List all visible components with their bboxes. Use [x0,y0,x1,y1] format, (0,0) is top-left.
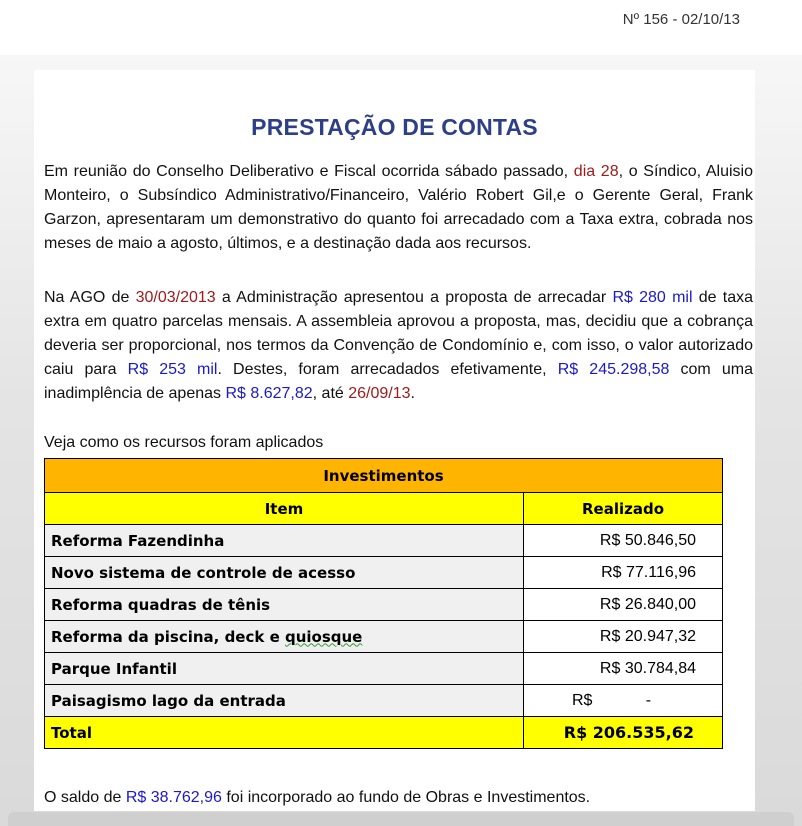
row-item: Reforma Fazendinha [45,525,524,557]
table-row [45,589,723,621]
table-total-row [45,717,723,749]
row-value: R$ 30.784,84 [524,653,723,685]
table-row [45,653,723,685]
p1-text-a: Em reunião do Conselho Deliberativo e Fiscal ocorrida sábado passado, [44,163,574,180]
paragraph-balance [44,789,590,807]
authorized-amount: R$ 253 mil [127,361,218,378]
total-label: Total [45,717,524,749]
p1-text-c: , o Síndico, Aluisio Monteiro, o Subsíndico Administrativo/Financeiro, Valério Robert Gil,e o Gerente Geral, Frank Garzon, apresentaram um demonstrativo do quanto foi arrecadado com a Taxa extra, cobrada nos meses de maio a agosto, últimos, e a destinação dada aos recursos. [44,163,754,252]
bottom-bar [8,812,794,826]
p2-text-a: Na AGO de [44,289,136,306]
table-row [45,557,723,589]
meeting-date: dia 28 [573,163,619,180]
row-value: R$ 20.947,32 [524,621,723,653]
p2-text-k: , até [312,385,349,402]
table-row [45,525,723,557]
table-caption-row [45,459,723,493]
table-caption: Investimentos [45,459,723,493]
collected-amount: R$ 245.298,58 [557,361,670,378]
page-title: PRESTAÇÃO DE CONTAS [251,114,538,140]
p2-text-i: com uma inadimplência de apenas [44,361,753,402]
row-value: R$ 26.840,00 [524,589,723,621]
proposed-amount: R$ 280 mil [612,289,693,306]
issue-number: Nº 156 - 02/10/13 [622,11,740,28]
row-value: R$ - [524,685,723,717]
row-item: Reforma quadras de tênis [45,589,524,621]
row-item: Paisagismo lago da entrada [45,685,524,717]
table-header-row [45,493,723,525]
total-value: R$ 206.535,62 [524,717,723,749]
row-value: R$ 50.846,50 [524,525,723,557]
p2-text-m: . [410,385,415,402]
p2-text-c: a Administração apresentou a proposta de arrecadar [215,289,613,306]
p3-text-a: O saldo de [44,789,126,806]
cutoff-date: 26/09/13 [348,385,411,402]
column-header-value: Realizado [524,493,723,525]
ago-date: 30/03/2013 [135,289,216,306]
table-row [45,685,723,717]
row-item: Parque Infantil [45,653,524,685]
article-content [34,70,755,811]
investments-table [44,458,723,749]
column-header-item: Item [45,493,524,525]
row-item: Novo sistema de controle de acesso [45,557,524,589]
paragraph-ago [44,286,753,406]
balance-amount: R$ 38.762,96 [125,789,222,806]
paragraph-meeting [44,160,753,256]
default-amount: R$ 8.627,82 [225,385,313,402]
row-item [45,621,524,653]
table-intro: Veja como os recursos foram aplicados [44,434,324,451]
row-item-text: Reforma da piscina, deck e [51,627,285,646]
p3-text-c: foi incorporado ao fundo de Obras e Investimentos. [221,789,591,806]
row-value: R$ 77.116,96 [524,557,723,589]
p2-text-g: . Destes, foram arrecadados efetivamente, [217,361,558,378]
table-row [45,621,723,653]
spellcheck-word: quiosque [284,627,363,646]
p2-text-e: de taxa extra em quatro parcelas mensais. A assembleia aprovou a proposta, mas, decidiu que a cobrança deveria ser proporcional, nos termos da Convenção de Condomínio e, com isso, o valor autorizado caiu para [44,289,754,378]
